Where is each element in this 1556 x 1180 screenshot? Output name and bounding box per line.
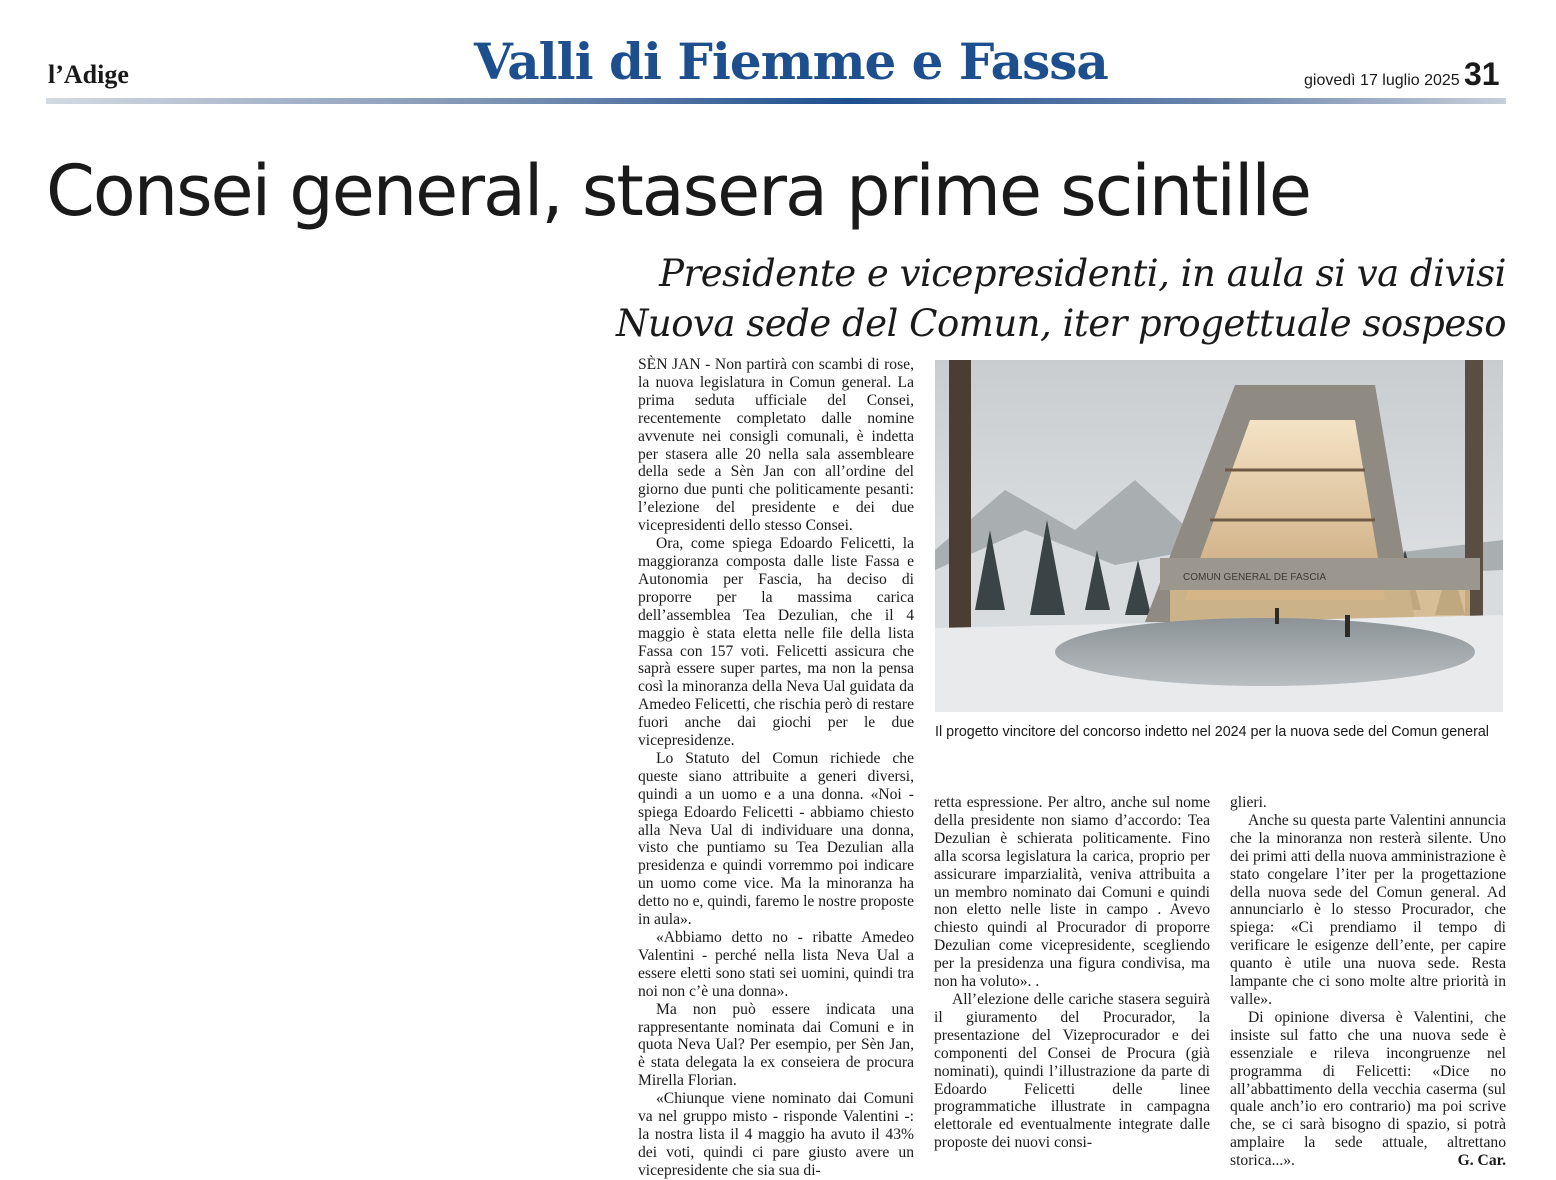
paragraph: retta espressione. Per altro, anche sul nome della presidente non siamo d’accordo: Tea Dezulian è schierata politicamente. Fino alla scorsa legislatura la carica, proprio per assicurare imparzialità, veniva attribuita a un membro nominato dai Comuni e quindi non eletto nelle liste in campo . Avevo chiesto quindi al Procurador di proporre Dezulian come vicepresidente, scegliendo per la presidenza una figura condivisa, ma non ha voluto». . (934, 794, 1210, 991)
paragraph: SÈN JAN - Non partirà con scambi di rose, la nuova legislatura in Comun general. La prima seduta ufficiale del Consei, recentemente completato dalle nomine avvenute nei consigli comunali, è indetta per stasera alle 20 nella sala assembleare della sede a Sèn Jan con all’ordine del giorno due punti che politicamente pesanti: l’elezione del presidente e dei due vicepresidenti dello stesso Consei. (638, 356, 914, 535)
masthead-bar (46, 30, 1506, 102)
paragraph: «Abbiamo detto no - ribatte Amedeo Valentini - perché nella lista Neva Ual a essere eletti sono stati sei uomini, quindi tra noi non c’è una donna». (638, 929, 914, 1000)
issue-date: giovedì 17 luglio 2025 (1304, 72, 1460, 89)
article-subhead-1: Presidente e vicepresidenti, in aula si va divisi (659, 252, 1506, 295)
article-column-3 (1230, 794, 1506, 1170)
masthead-rule (46, 98, 1506, 104)
article-headline: Consei general, stasera prime scintille (46, 150, 1310, 232)
author-byline: G. Car. (1457, 1152, 1506, 1170)
page-number: 31 (1464, 56, 1500, 92)
paragraph: Anche su questa parte Valentini annuncia che la minoranza non resterà silente. Uno dei primi atti della nuova amministrazione è stato congelare l’iter per la progettazione della nuova sede del Comun general. Ad annunciarlo è lo stesso Procurador, che spiega: «Ci prendiamo il tempo di verificare le esigenze dell’ente, per capire quanto è utile una nuova sede. Resta lampante che ci sono molte altre priorità in valle». (1230, 811, 1506, 1008)
article-photo (935, 360, 1503, 712)
paragraph: Ora, come spiega Edoardo Felicetti, la maggioranza composta dalle liste Fassa e Autonomia per Fascia, ha deciso di proporre per la massima carica dell’assemblea Tea Dezulian, che il 4 maggio è stata eletta nelle file della lista Fassa con 157 voti. Felicetti assicura che saprà essere super partes, ma non la pensa così la minoranza della Neva Ual guidata da Amedeo Felicetti, che rischia però di restare fuori anche dai giochi per le due vicepresidenze. (638, 535, 914, 750)
architecture-rendering-image (935, 360, 1503, 712)
photo-caption: Il progetto vincitore del concorso indetto nel 2024 per la nuova sede del Comun general (935, 724, 1489, 740)
paragraph: «Chiunque viene nominato dai Comuni va nel gruppo misto - risponde Valentini -: la nostra lista il 4 maggio ha avuto il 43% dei voti, quindi ci pare giusto avere un vicepresidente che sia sua di- (638, 1090, 914, 1179)
paragraph: Ma non può essere indicata una rappresentante nominata dai Comuni e in quota Neva Ual? Per esempio, per Sèn Jan, è stata delegata la ex conseiera de procura Mirella Florian. (638, 1000, 914, 1090)
building-sign-text: COMUN GENERAL DE FASCIA (1183, 572, 1326, 583)
paragraph: glieri. (1230, 794, 1267, 811)
newspaper-logo: l’Adige (48, 60, 129, 89)
paragraph: All’elezione delle cariche stasera seguirà il giuramento del Procurador, la presentazione del Vizeprocurador e dei componenti del Consei de Procura (già nominati), quindi l’illustrazione da parte di Edoardo Felicetti delle linee programmatiche illustrate in campagna elettorale ed eventualmente integrate dalle proposte dei nuovi consi- (934, 990, 1210, 1152)
paragraph (1230, 1009, 1506, 1170)
article-column-1 (638, 356, 914, 1180)
paragraph: Lo Statuto del Comun richiede che queste siano attribuite a generi diversi, quindi a un uomo e a una donna. «Noi - spiega Edoardo Felicetti - abbiamo chiesto alla Neva Ual di individuare una donna, visto che puntiamo su Tea Dezulian alla presidenza e quindi vorremmo poi indicare un uomo come vice. Ma la minoranza ha detto no e, quindi, faremo le nostre proposte in aula». (638, 749, 914, 929)
section-title: Valli di Fiemme e Fassa (474, 32, 1108, 91)
article-column-2 (934, 794, 1210, 1152)
article-subhead-2: Nuova sede del Comun, iter progettuale sospeso (616, 302, 1506, 345)
paragraph-text: Di opinione diversa è Valentini, che insiste sul fatto che una nuova sede è essenziale e rileva incongruenze nel programma di Felicetti: «Dice no all’abbattimento della vecchia caserma (sul quale anch’io ero contrario) ma poi scrive che, se ci sarà bisogno di spazio, si potrà amplaire la sede attuale, altrettano storica...». (1230, 1008, 1506, 1170)
